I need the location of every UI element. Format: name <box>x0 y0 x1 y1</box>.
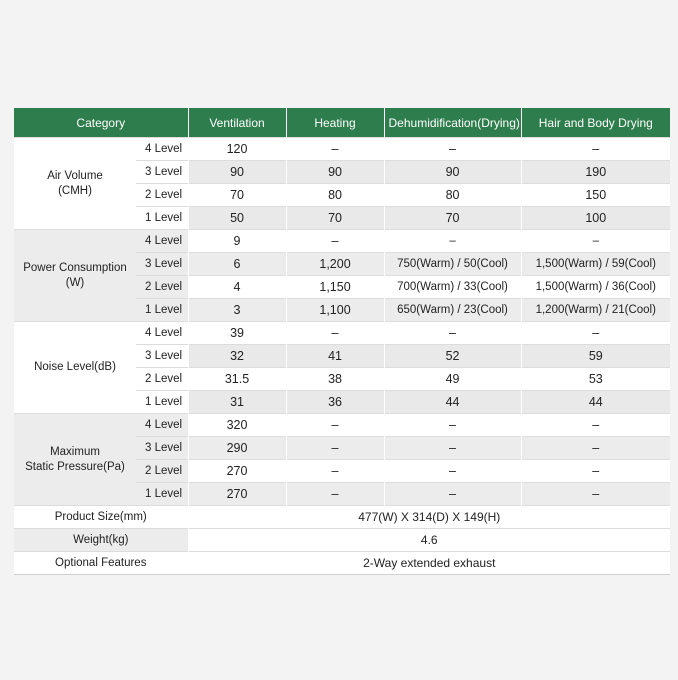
cell-heating: – <box>286 138 384 161</box>
cell-hair-body-drying: 150 <box>521 184 670 207</box>
level-label: 2 Level <box>136 184 188 207</box>
group-label-line1: Air Volume <box>47 169 103 182</box>
group-static-pressure <box>14 414 670 506</box>
cell-hair-body-drying: 44 <box>521 391 670 414</box>
level-label: 3 Level <box>136 253 188 276</box>
header-hair-body-drying: Hair and Body Drying <box>521 108 670 138</box>
cell-dehumidification: – <box>384 138 521 161</box>
cell-dehumidification: – <box>384 460 521 483</box>
cell-dehumidification: 700(Warm) / 33(Cool) <box>384 276 521 299</box>
cell-ventilation: 120 <box>188 138 286 161</box>
cell-ventilation: 39 <box>188 322 286 345</box>
cell-hair-body-drying: – <box>521 138 670 161</box>
table-row <box>14 230 670 253</box>
footer-label: Weight(kg) <box>14 529 188 552</box>
spec-table <box>14 108 670 575</box>
cell-heating: 1,200 <box>286 253 384 276</box>
cell-heating: 1,100 <box>286 299 384 322</box>
group-label-line2: (CMH) <box>58 184 92 197</box>
cell-heating: – <box>286 414 384 437</box>
spec-sheet <box>14 108 670 575</box>
header-heating: Heating <box>286 108 384 138</box>
cell-hair-body-drying: 59 <box>521 345 670 368</box>
cell-heating: – <box>286 230 384 253</box>
level-label: 3 Level <box>136 345 188 368</box>
cell-hair-body-drying: – <box>521 483 670 506</box>
footer-row-weight <box>14 529 670 552</box>
group-label-line2: Static Pressure(Pa) <box>25 460 125 473</box>
cell-dehumidification: – <box>384 230 521 253</box>
group-noise-level <box>14 322 670 414</box>
level-label: 3 Level <box>136 437 188 460</box>
footer-row-product-size <box>14 506 670 529</box>
cell-ventilation: 70 <box>188 184 286 207</box>
group-label <box>14 230 136 322</box>
cell-heating: – <box>286 437 384 460</box>
cell-hair-body-drying: 190 <box>521 161 670 184</box>
group-air-volume <box>14 138 670 230</box>
cell-ventilation: 9 <box>188 230 286 253</box>
group-label <box>14 322 136 414</box>
cell-dehumidification: 44 <box>384 391 521 414</box>
cell-hair-body-drying: 1,500(Warm) / 59(Cool) <box>521 253 670 276</box>
footer-row-optional-features <box>14 552 670 575</box>
cell-heating: 36 <box>286 391 384 414</box>
table-row <box>14 138 670 161</box>
level-label: 4 Level <box>136 414 188 437</box>
cell-ventilation: 31.5 <box>188 368 286 391</box>
group-power-consumption <box>14 230 670 322</box>
group-label-line1: Noise Level(dB) <box>34 361 116 373</box>
cell-hair-body-drying: – <box>521 230 670 253</box>
cell-ventilation: 6 <box>188 253 286 276</box>
cell-hair-body-drying: – <box>521 322 670 345</box>
level-label: 3 Level <box>136 161 188 184</box>
cell-ventilation: 320 <box>188 414 286 437</box>
cell-dehumidification: 750(Warm) / 50(Cool) <box>384 253 521 276</box>
cell-hair-body-drying: – <box>521 460 670 483</box>
cell-heating: 90 <box>286 161 384 184</box>
footer-value: 477(W) X 314(D) X 149(H) <box>188 506 670 529</box>
cell-heating: 1,150 <box>286 276 384 299</box>
cell-dehumidification: 70 <box>384 207 521 230</box>
cell-hair-body-drying: 100 <box>521 207 670 230</box>
cell-ventilation: 4 <box>188 276 286 299</box>
footer-value: 2-Way extended exhaust <box>188 552 670 575</box>
header-dehumidification: Dehumidification(Drying) <box>384 108 521 138</box>
level-label: 1 Level <box>136 207 188 230</box>
cell-hair-body-drying: 1,500(Warm) / 36(Cool) <box>521 276 670 299</box>
cell-dehumidification: 90 <box>384 161 521 184</box>
level-label: 2 Level <box>136 368 188 391</box>
level-label: 1 Level <box>136 483 188 506</box>
footer-rows <box>14 506 670 575</box>
group-label-line1: Maximum <box>50 445 100 458</box>
cell-dehumidification: – <box>384 414 521 437</box>
cell-ventilation: 290 <box>188 437 286 460</box>
header-ventilation: Ventilation <box>188 108 286 138</box>
cell-hair-body-drying: – <box>521 414 670 437</box>
table-row <box>14 322 670 345</box>
cell-hair-body-drying: – <box>521 437 670 460</box>
footer-value: 4.6 <box>188 529 670 552</box>
cell-ventilation: 31 <box>188 391 286 414</box>
level-label: 1 Level <box>136 299 188 322</box>
cell-heating: – <box>286 460 384 483</box>
cell-dehumidification: 80 <box>384 184 521 207</box>
level-label: 1 Level <box>136 391 188 414</box>
group-label <box>14 414 136 506</box>
cell-heating: 80 <box>286 184 384 207</box>
cell-ventilation: 270 <box>188 460 286 483</box>
footer-label: Optional Features <box>14 552 188 575</box>
cell-ventilation: 32 <box>188 345 286 368</box>
cell-dehumidification: – <box>384 437 521 460</box>
group-label <box>14 138 136 230</box>
cell-dehumidification: 49 <box>384 368 521 391</box>
level-label: 2 Level <box>136 276 188 299</box>
cell-dehumidification: – <box>384 322 521 345</box>
group-label-line2: (W) <box>65 276 85 289</box>
cell-hair-body-drying: 53 <box>521 368 670 391</box>
cell-hair-body-drying: 1,200(Warm) / 21(Cool) <box>521 299 670 322</box>
cell-dehumidification: – <box>384 483 521 506</box>
cell-dehumidification: 650(Warm) / 23(Cool) <box>384 299 521 322</box>
group-label-line1: Power Consumption <box>23 261 127 274</box>
cell-heating: 41 <box>286 345 384 368</box>
level-label: 2 Level <box>136 460 188 483</box>
level-label: 4 Level <box>136 322 188 345</box>
cell-ventilation: 3 <box>188 299 286 322</box>
level-label: 4 Level <box>136 230 188 253</box>
cell-heating: – <box>286 322 384 345</box>
cell-heating: – <box>286 483 384 506</box>
cell-heating: 70 <box>286 207 384 230</box>
header-row <box>14 108 670 138</box>
level-label: 4 Level <box>136 138 188 161</box>
cell-ventilation: 50 <box>188 207 286 230</box>
header-category: Category <box>14 108 188 138</box>
cell-dehumidification: 52 <box>384 345 521 368</box>
cell-ventilation: 270 <box>188 483 286 506</box>
cell-ventilation: 90 <box>188 161 286 184</box>
cell-heating: 38 <box>286 368 384 391</box>
footer-label: Product Size(mm) <box>14 506 188 529</box>
table-row <box>14 414 670 437</box>
